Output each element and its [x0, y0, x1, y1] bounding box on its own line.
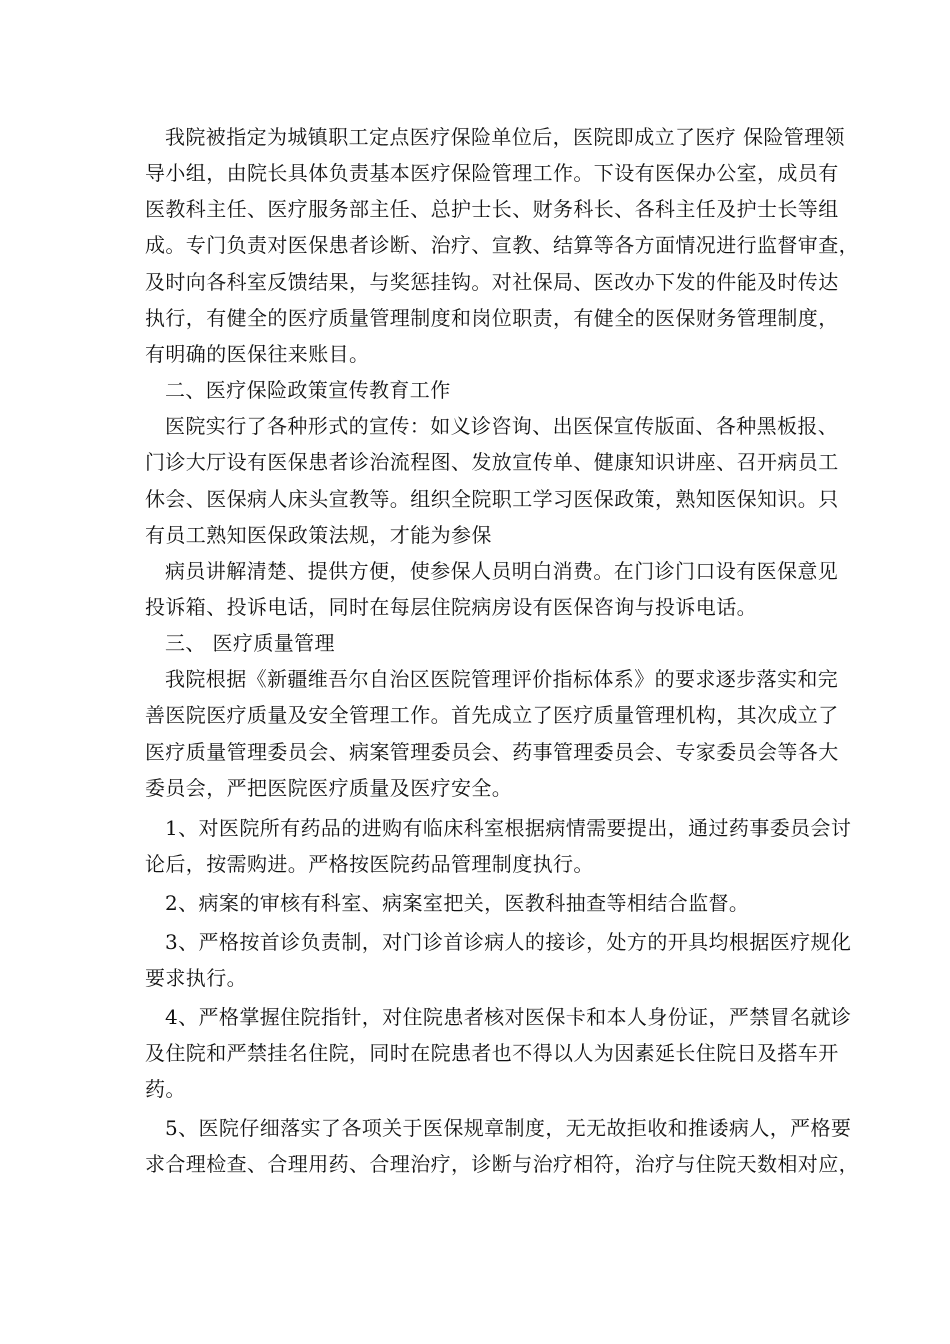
list-item: 3、严格按首诊负责制，对门诊首诊病人的接诊，处方的开具均根据医疗规化	[165, 930, 852, 954]
list-item: 5、医院仔细落实了各项关于医保规章制度，无无故拒收和推诿病人，严格要	[165, 1116, 852, 1140]
text-line: 委员会，严把医院医疗质量及医疗安全。	[145, 776, 513, 800]
text-line: 医教科主任、医疗服务部主任、总护士长、财务科长、各科主任及护士长等组	[145, 197, 839, 221]
text-line: 医院实行了各种形式的宣传：如义诊咨询、出医保宣传版面、各种黑板报、	[165, 414, 839, 438]
list-item: 2、病案的审核有科室、病案室把关，医教科抽查等相结合监督。	[165, 891, 750, 915]
section-heading: 二、医疗保险政策宣传教育工作	[165, 378, 451, 402]
text-line: 成。专门负责对医保患者诊断、治疗、宣教、结算等各方面情况进行监督审查，	[145, 233, 859, 257]
text-line: 病员讲解清楚、提供方便，使参保人员明白消费。在门诊门口设有医保意见	[165, 559, 839, 583]
text-line: 要求执行。	[145, 966, 247, 990]
text-line: 善医院医疗质量及安全管理工作。首先成立了医疗质量管理机构，其次成立了	[145, 703, 839, 727]
text-line: 论后，按需购进。严格按医院药品管理制度执行。	[145, 852, 594, 876]
text-line: 有明确的医保往来账目。	[145, 342, 370, 366]
text-line: 医疗质量管理委员会、病案管理委员会、药事管理委员会、专家委员会等各大	[145, 740, 839, 764]
text-line: 我院根据《新疆维吾尔自治区医院管理评价指标体系》的要求逐步落实和完	[165, 667, 839, 691]
text-line: 有员工熟知医保政策法规，才能为参保	[145, 523, 492, 547]
text-line: 休会、医保病人床头宣教等。组织全院职工学习医保政策，熟知医保知识。只	[145, 487, 839, 511]
text-line: 求合理检查、合理用药、合理治疗，诊断与治疗相符，治疗与住院天数相对应，	[145, 1152, 859, 1176]
text-line: 门诊大厅设有医保患者诊治流程图、发放宣传单、健康知识讲座、召开病员工	[145, 450, 839, 474]
section-heading: 三、 医疗质量管理	[165, 631, 335, 655]
text-line: 及时向各科室反馈结果，与奖惩挂钩。对社保局、医改办下发的件能及时传达	[145, 270, 839, 294]
text-line: 执行，有健全的医疗质量管理制度和岗位职责，有健全的医保财务管理制度，	[145, 306, 839, 330]
text-line: 导小组，由院长具体负责基本医疗保险管理工作。下设有医保办公室，成员有	[145, 161, 839, 185]
text-line: 我院被指定为城镇职工定点医疗保险单位后，医院即成立了医疗 保险管理领	[165, 125, 845, 149]
text-line: 药。	[145, 1077, 186, 1101]
list-item: 1、对医院所有药品的进购有临床科室根据病情需要提出，通过药事委员会讨	[165, 816, 852, 840]
text-line: 投诉箱、投诉电话，同时在每层住院病房设有医保咨询与投诉电话。	[145, 595, 757, 619]
list-item: 4、严格掌握住院指针，对住院患者核对医保卡和本人身份证，严禁冒名就诊	[165, 1005, 852, 1029]
text-line: 及住院和严禁挂名住院，同时在院患者也不得以人为因素延长住院日及搭车开	[145, 1041, 839, 1065]
